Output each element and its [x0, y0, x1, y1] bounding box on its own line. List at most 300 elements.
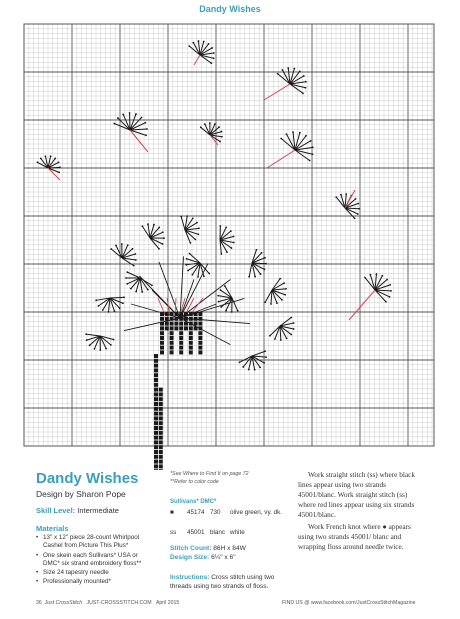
instructions [170, 574, 290, 592]
cross-stitch-cell [159, 469, 163, 470]
french-knot [162, 243, 164, 245]
materials-heading: Materials [36, 524, 69, 533]
cross-stitch-cell [198, 331, 202, 335]
french-knot [231, 311, 233, 313]
cross-stitch-cell [154, 460, 158, 464]
french-knot [50, 155, 52, 157]
french-knot [211, 47, 213, 49]
french-knot [113, 339, 115, 341]
cross-stitch-cell [174, 326, 178, 330]
french-knot [357, 213, 359, 215]
french-knot [260, 273, 262, 275]
design-size-value: 6¼" x 6" [211, 554, 236, 561]
note-color-code: **Refer to color code [170, 479, 219, 485]
french-knot [189, 242, 191, 244]
french-knot [135, 291, 137, 293]
french-knot [286, 337, 288, 339]
french-knot [310, 140, 312, 142]
cross-stitch-cell [179, 346, 183, 350]
cross-stitch-cell [189, 336, 193, 340]
french-knot [364, 277, 366, 279]
cross-stitch-cell [179, 336, 183, 340]
pattern-title: Dandy Wishes [36, 470, 139, 487]
cross-stitch-cell [159, 416, 163, 420]
french-knot [95, 299, 97, 301]
french-knot [218, 126, 220, 128]
stitch-count-value: 86H x 84W [213, 545, 246, 552]
french-knot [121, 243, 123, 245]
french-knot [220, 253, 222, 255]
french-knot [381, 275, 383, 277]
french-knot [269, 335, 271, 337]
cross-stitch-cell [154, 412, 158, 416]
french-knot [141, 225, 143, 227]
french-knot [45, 155, 47, 157]
french-knot [284, 294, 286, 296]
instructions-text: Cross stitch using two threads using two strands of floss. [170, 574, 275, 590]
cross-stitch-cell [154, 436, 158, 440]
french-knot [197, 276, 199, 278]
french-knot [126, 283, 128, 285]
french-knot [264, 269, 266, 271]
cross-stitch-cell [154, 469, 158, 470]
cross-stitch-cell [159, 412, 163, 416]
french-knot [203, 276, 205, 278]
french-knot [225, 227, 227, 229]
french-knot [94, 348, 96, 350]
french-knot [119, 307, 121, 309]
cross-stitch-cell [174, 312, 178, 316]
material-item: • One skein each Sullivans* USA or DMC* six strand embroidery floss** [36, 552, 154, 569]
french-knot [192, 42, 194, 44]
french-knot [299, 70, 301, 72]
seed-stitch [48, 167, 60, 168]
skill-value: Intermediate [77, 506, 119, 515]
french-knot [132, 248, 134, 250]
french-knot [389, 284, 391, 286]
french-knot [233, 236, 235, 238]
french-knot [264, 257, 266, 259]
footer-facebook: FIND US @ www.facebook.com/JustCrossStitchMagazine [282, 600, 416, 606]
french-knot [335, 196, 337, 198]
cross-stitch-cell [184, 312, 188, 316]
grid-border [24, 24, 434, 446]
french-knot [110, 344, 112, 346]
designer-credit: Design by Sharon Pope [36, 489, 126, 499]
french-knot [58, 161, 60, 163]
french-knot [146, 128, 148, 130]
cross-stitch-cell [160, 326, 164, 330]
french-knot [302, 92, 304, 94]
cross-stitch-cell [174, 322, 178, 326]
french-knot [261, 252, 263, 254]
cross-stitch-cell [189, 317, 193, 321]
french-knot [108, 311, 110, 313]
key-sullivans: 45174 [187, 509, 205, 516]
french-knot [141, 117, 143, 119]
cross-stitch-cell [159, 402, 163, 406]
french-knot [283, 282, 285, 284]
materials-list [36, 534, 154, 588]
french-knot [390, 290, 392, 292]
french-knot [254, 369, 256, 371]
cross-stitch-cell [194, 322, 198, 326]
french-knot [59, 166, 61, 168]
french-knot [280, 339, 282, 341]
cross-stitch-cell [160, 322, 164, 326]
french-knot [290, 334, 292, 336]
cross-stitch-cell [154, 407, 158, 411]
french-knot [185, 264, 187, 266]
cross-stitch-cell [179, 312, 183, 316]
footer-left [36, 600, 179, 606]
french-knot [340, 194, 342, 196]
french-knot [54, 158, 56, 160]
french-knot [125, 277, 127, 279]
french-knot [189, 253, 191, 255]
cross-stitch-cell [179, 331, 183, 335]
french-knot [265, 356, 267, 358]
french-knot [389, 296, 391, 298]
french-knot [102, 309, 104, 311]
french-knot [122, 302, 124, 304]
cross-stitch-cell [154, 445, 158, 449]
cross-stitch-cell [198, 312, 202, 316]
french-knot [265, 263, 267, 265]
cross-stitch-cell [198, 322, 202, 326]
cross-stitch-cell [170, 331, 174, 335]
cross-stitch-cell [154, 388, 158, 392]
cross-stitch-cell [179, 350, 183, 354]
french-knot [180, 216, 182, 218]
french-knot [210, 62, 212, 64]
stitch-count-label: Stitch Count: [170, 545, 212, 552]
cross-stitch-cell [159, 445, 163, 449]
french-knot [163, 237, 165, 239]
design-size-label: Design Size: [170, 554, 210, 561]
cross-stitch-cell [154, 431, 158, 435]
french-knot [376, 273, 378, 275]
cross-stitch-cell [154, 421, 158, 425]
french-knot [276, 302, 278, 304]
cross-stitch-cell [165, 326, 169, 330]
french-knot [219, 225, 221, 227]
french-knot [203, 41, 205, 43]
french-knot [285, 288, 287, 290]
french-knot [358, 208, 360, 210]
french-knot [282, 69, 284, 71]
french-knot [114, 310, 116, 312]
french-knot [224, 285, 226, 287]
french-knot [292, 131, 294, 133]
french-knot [309, 160, 311, 162]
french-knot [147, 289, 149, 291]
cross-stitch-cell [179, 322, 183, 326]
cross-stitch-cell [154, 455, 158, 459]
french-knot [369, 274, 371, 276]
seed-stitch [110, 297, 124, 298]
french-knot [355, 198, 357, 200]
french-knot [126, 271, 128, 273]
cross-stitch-cell [189, 350, 193, 354]
french-knot [263, 362, 265, 364]
cross-stitch-cell [170, 312, 174, 316]
french-knot [191, 274, 193, 276]
page-number: 36 [36, 600, 42, 606]
french-knot [214, 123, 216, 125]
french-knot [200, 126, 202, 128]
french-knot [221, 131, 223, 133]
french-knot [290, 317, 292, 319]
cross-stitch-cell [154, 440, 158, 444]
cross-stitch-cell [159, 431, 163, 435]
cross-stitch-cell [154, 368, 158, 372]
french-knot [281, 299, 283, 301]
french-knot [259, 366, 261, 368]
cross-stitch-cell [194, 326, 198, 330]
french-knot [305, 81, 307, 83]
french-knot [286, 133, 288, 135]
french-knot [85, 333, 87, 335]
cross-stitch-cell [165, 312, 169, 316]
cross-stitch-cell [154, 354, 158, 358]
cross-stitch-cell [179, 341, 183, 345]
cross-stitch-cell [198, 346, 202, 350]
french-knot [312, 147, 314, 149]
french-knot [145, 135, 147, 137]
cross-stitch-cell [184, 322, 188, 326]
french-knot [198, 227, 200, 229]
key-row [170, 529, 295, 538]
french-knot [354, 217, 356, 219]
material-item: • 13" x 12" piece 28-count Whirlpool Cashel from Picture This Plus* [36, 534, 154, 551]
note-where-to-find: *See Where to Find It on page 72 [170, 471, 249, 477]
cross-stitch-cell [170, 317, 174, 321]
french-knot [274, 338, 276, 340]
french-knot [287, 67, 289, 69]
french-knot [248, 276, 250, 278]
french-knot [345, 193, 347, 195]
key-symbol: ■ [170, 509, 174, 516]
cross-stitch-cell [160, 350, 164, 354]
cross-stitch-cell [170, 341, 174, 345]
cross-stitch-cell [194, 312, 198, 316]
french-knot [151, 284, 153, 286]
cross-stitch-cell [154, 397, 158, 401]
french-knot [153, 224, 155, 226]
instruction-paragraph: Work French knot where ● appears using two strands 45001/ blanc and wrapping floss around needle twice. [298, 522, 411, 552]
cross-stitch-cell [154, 450, 158, 454]
french-knot [105, 348, 107, 350]
cross-stitch-cell [170, 322, 174, 326]
french-knot [226, 251, 228, 253]
cross-stitch-cell [198, 336, 202, 340]
french-knot [89, 344, 91, 346]
french-knot [127, 244, 129, 246]
french-knot [141, 291, 143, 293]
cross-stitch-cell [170, 346, 174, 350]
french-knot [213, 52, 215, 54]
french-knot [158, 248, 160, 250]
design-size [170, 554, 236, 561]
skill-level [36, 506, 119, 515]
french-knot [135, 253, 137, 255]
cross-stitch-cell [198, 326, 202, 330]
french-knot [99, 349, 101, 351]
french-knot [147, 223, 149, 225]
french-knot [242, 366, 244, 368]
cross-stitch-cell [154, 416, 158, 420]
french-knot [98, 305, 100, 307]
cross-stitch-cell [154, 426, 158, 430]
french-knot [280, 138, 282, 140]
cross-stitch-cell [154, 464, 158, 468]
french-knot [254, 276, 256, 278]
french-knot [293, 328, 295, 330]
cross-stitch-cell [160, 346, 164, 350]
cross-stitch-cell [189, 326, 193, 330]
french-knot [385, 301, 387, 303]
french-knot [192, 217, 194, 219]
french-knot [188, 45, 190, 47]
cross-stitch-cell [184, 317, 188, 321]
skill-label: Skill Level: [36, 506, 76, 515]
cross-stitch-cell [198, 341, 202, 345]
french-knot [231, 247, 233, 249]
key-symbol: ss [170, 529, 177, 536]
french-knot [123, 296, 125, 298]
french-knot [122, 114, 124, 116]
cross-stitch-cell [154, 378, 158, 382]
stitch-count [170, 545, 246, 552]
key-heading: Sullivans* DMC* [170, 499, 217, 505]
french-knot [204, 123, 206, 125]
french-knot [213, 57, 215, 59]
cross-stitch-cell [165, 322, 169, 326]
french-knot [220, 306, 222, 308]
french-knot [237, 310, 239, 312]
cross-stitch-cell [189, 331, 193, 335]
french-knot [186, 215, 188, 217]
cross-stitch-cell [179, 326, 183, 330]
key-sullivans: 45001 [187, 529, 205, 536]
french-knot [129, 112, 131, 114]
french-knot [270, 303, 272, 305]
cross-stitch-cell [159, 464, 163, 468]
cross-stitch-cell [179, 317, 183, 321]
cross-stitch-cell [160, 336, 164, 340]
cross-stitch-cell [198, 350, 202, 354]
french-knot [209, 122, 211, 124]
cross-stitch-cell [189, 346, 193, 350]
french-knot [293, 68, 295, 70]
stitch-instructions [298, 470, 424, 555]
key-dmc: blanc [210, 529, 226, 536]
french-knot [162, 231, 164, 233]
french-knot [187, 270, 189, 272]
cross-stitch-cell [159, 440, 163, 444]
french-knot [135, 259, 137, 261]
cross-stitch-cell [159, 388, 163, 392]
french-knot [264, 301, 266, 303]
cross-stitch-cell [154, 383, 158, 387]
french-knot [144, 122, 146, 124]
french-knot [357, 203, 359, 205]
french-knot [293, 322, 295, 324]
french-knot [218, 301, 220, 303]
french-knot [221, 136, 223, 138]
website: JUST-CROSSSTITCH.COM [86, 600, 152, 606]
cross-stitch-cell [160, 312, 164, 316]
french-knot [115, 244, 117, 246]
cross-stitch-cell [159, 436, 163, 440]
material-item: • Professionally mounted* [36, 578, 154, 586]
chart-title: Dandy Wishes [199, 4, 261, 14]
french-knot [198, 40, 200, 42]
cross-stitch-cell [154, 373, 158, 377]
french-knot [219, 141, 221, 143]
cross-stitch-cell [189, 322, 193, 326]
french-knot [40, 158, 42, 160]
cross-stitch-cell [189, 312, 193, 316]
issue-date: April 2015 [155, 600, 180, 606]
cross-stitch-cell [189, 341, 193, 345]
french-knot [386, 279, 388, 281]
french-knot [86, 339, 88, 341]
french-knot [113, 123, 115, 125]
cross-stitch-cell [159, 460, 163, 464]
cross-stitch-cell [159, 450, 163, 454]
french-knot [58, 172, 60, 174]
french-knot [217, 295, 219, 297]
cross-stitch-cell [154, 402, 158, 406]
french-knot [248, 369, 250, 371]
cross-stitch-cell [184, 326, 188, 330]
french-knot [133, 265, 135, 267]
cross-stitch-cell [170, 336, 174, 340]
cross-stitch-cell [170, 350, 174, 354]
french-knot [225, 310, 227, 312]
cross-stitch-cell [165, 317, 169, 321]
cross-stitch-cell [160, 341, 164, 345]
cross-stitch-cell [159, 455, 163, 459]
french-knot [305, 135, 307, 137]
key-row [170, 509, 295, 527]
instructions-label: Instructions: [170, 574, 210, 581]
material-item: • Size 24 tapestry needle [36, 569, 154, 577]
cross-stitch-cell [159, 421, 163, 425]
french-knot [233, 242, 235, 244]
key-dmc: 730 [210, 509, 221, 516]
cross-stitch-cell [159, 407, 163, 411]
french-knot [110, 248, 112, 250]
french-knot [299, 132, 301, 134]
french-knot [239, 361, 241, 363]
french-knot [312, 153, 314, 155]
french-knot [130, 288, 132, 290]
cross-stitch-cell [154, 364, 158, 368]
magazine-name: Just CrossStitch [44, 600, 83, 606]
cross-stitch-cell [198, 317, 202, 321]
french-knot [230, 230, 232, 232]
french-knot [135, 113, 137, 115]
french-knot [303, 75, 305, 77]
french-knot [194, 239, 196, 241]
french-knot [208, 43, 210, 45]
cross-stitch-cell [194, 317, 198, 321]
cross-stitch-cell [159, 392, 163, 396]
french-knot [186, 258, 188, 260]
